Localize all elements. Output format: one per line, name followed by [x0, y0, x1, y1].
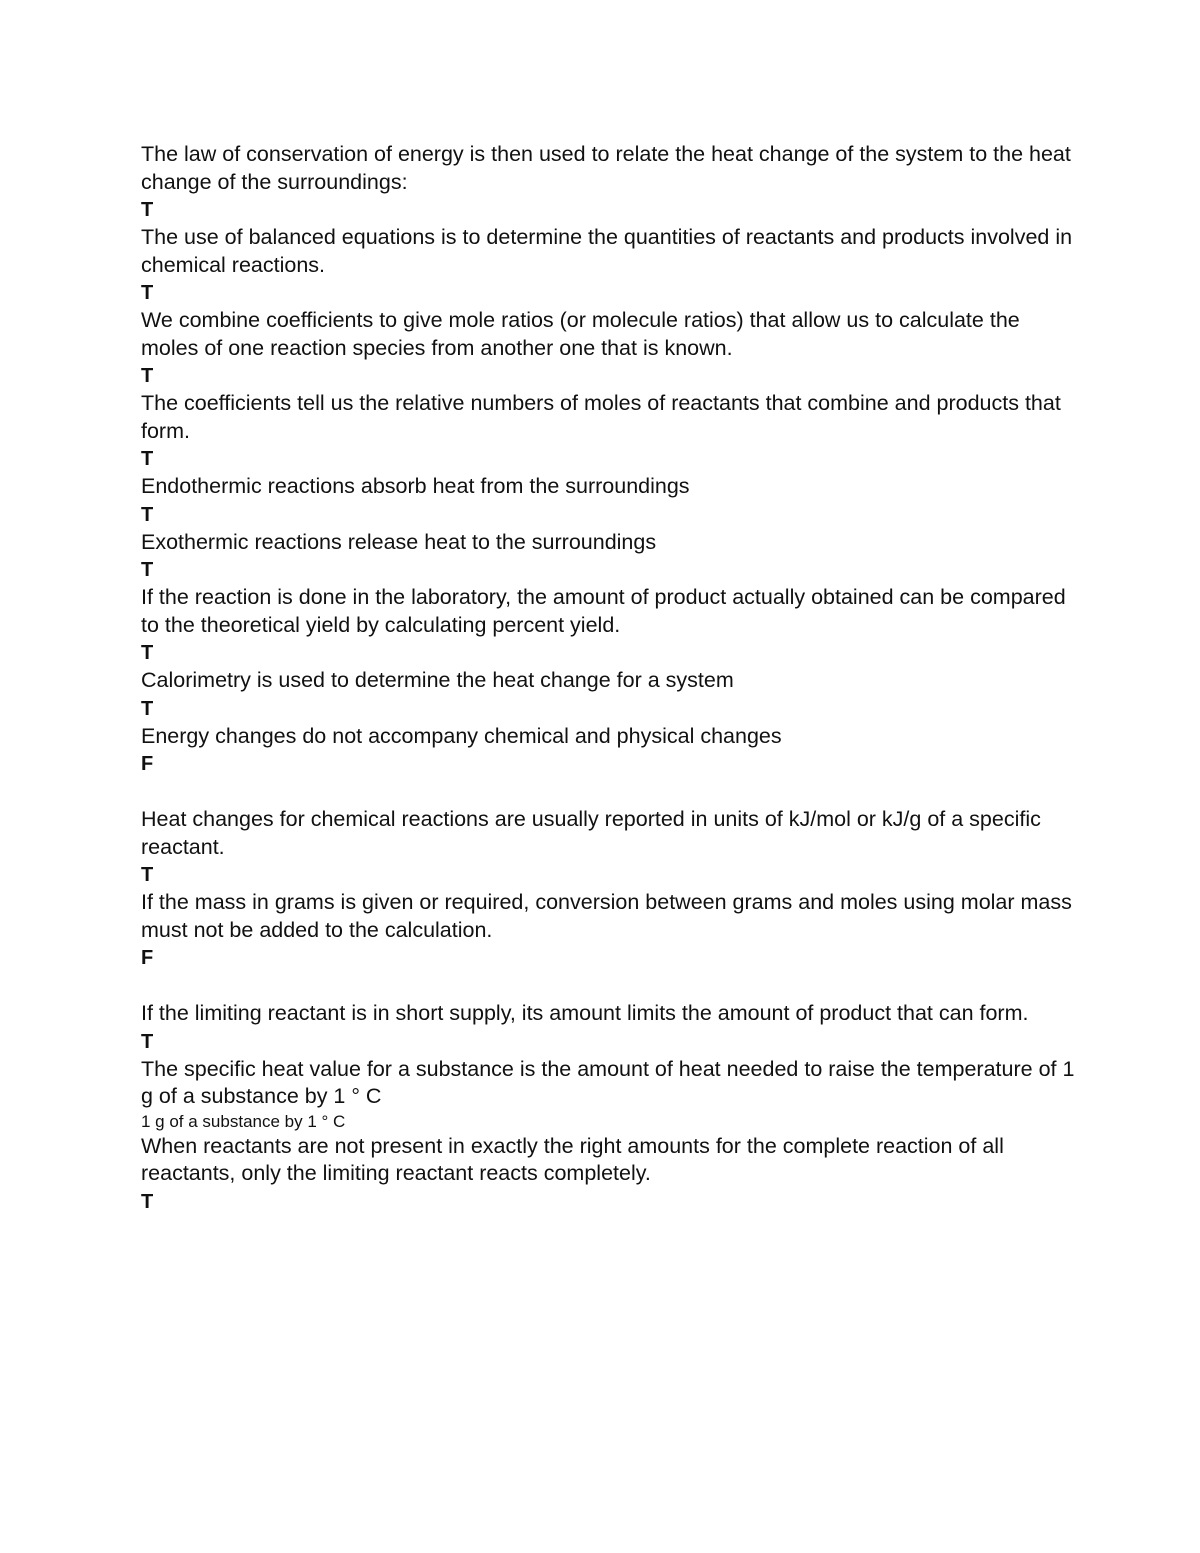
statement-11: If the mass in grams is given or required, conversion between grams and moles using molar mass must not be added to the calculation.: [141, 890, 1072, 942]
statement-5: Endothermic reactions absorb heat from the surroundings: [141, 474, 690, 498]
blank-line: [141, 972, 1076, 1000]
statement-9: Energy changes do not accompany chemical and physical changes: [141, 723, 782, 748]
statement-12: If the limiting reactant is in short supply, its amount limits the amount of product that can form.: [141, 1001, 1029, 1025]
statement-3: We combine coefficients to give mole ratios (or molecule ratios) that allow us to calculate the moles of one reaction species from another one that is known.: [141, 308, 1020, 360]
answer-6: T: [141, 559, 154, 581]
statement-8: Calorimetry is used to determine the heat change for a system: [141, 668, 734, 692]
answer-5: T: [141, 503, 154, 526]
answer-4: T: [141, 448, 154, 470]
statement-4: The coefficients tell us the relative numbers of moles of reactants that combine and products that form.: [141, 391, 1061, 443]
answer-2: T: [141, 282, 154, 304]
answer-10: T: [141, 864, 154, 886]
answer-8: T: [141, 697, 154, 720]
answer-3: T: [141, 365, 154, 387]
statement-6: Exothermic reactions release heat to the surroundings: [141, 529, 657, 554]
answer-13: 1 g of a substance by 1 ° C: [141, 1111, 346, 1131]
statement-2: The use of balanced equations is to determine the quantities of reactants and products involved in chemical reactions.: [141, 225, 1073, 277]
answer-9: F: [141, 753, 154, 775]
answer-7: T: [141, 642, 154, 664]
document-body: [141, 141, 1076, 1216]
answer-14: T: [141, 1190, 154, 1213]
answer-12: T: [141, 1030, 154, 1053]
statement-13: The specific heat value for a substance is the amount of heat needed to raise the temperature of 1 g of a substance by 1 ° C: [141, 1056, 1075, 1108]
answer-11: F: [141, 947, 154, 969]
statement-7: If the reaction is done in the laboratory, the amount of product actually obtained can be compared to the theoretical yield by calculating percent yield.: [141, 585, 1066, 637]
statement-14: When reactants are not present in exactly the right amounts for the complete reaction of all reactants, only the limiting reactant reacts completely.: [141, 1133, 1004, 1185]
answer-1: T: [141, 199, 154, 221]
blank-line: [141, 778, 1076, 806]
statement-10: Heat changes for chemical reactions are usually reported in units of kJ/mol or kJ/g of a specific reactant.: [141, 807, 1041, 859]
statement-1: The law of conservation of energy is then used to relate the heat change of the system to the heat change of the surroundings:: [141, 142, 1071, 194]
